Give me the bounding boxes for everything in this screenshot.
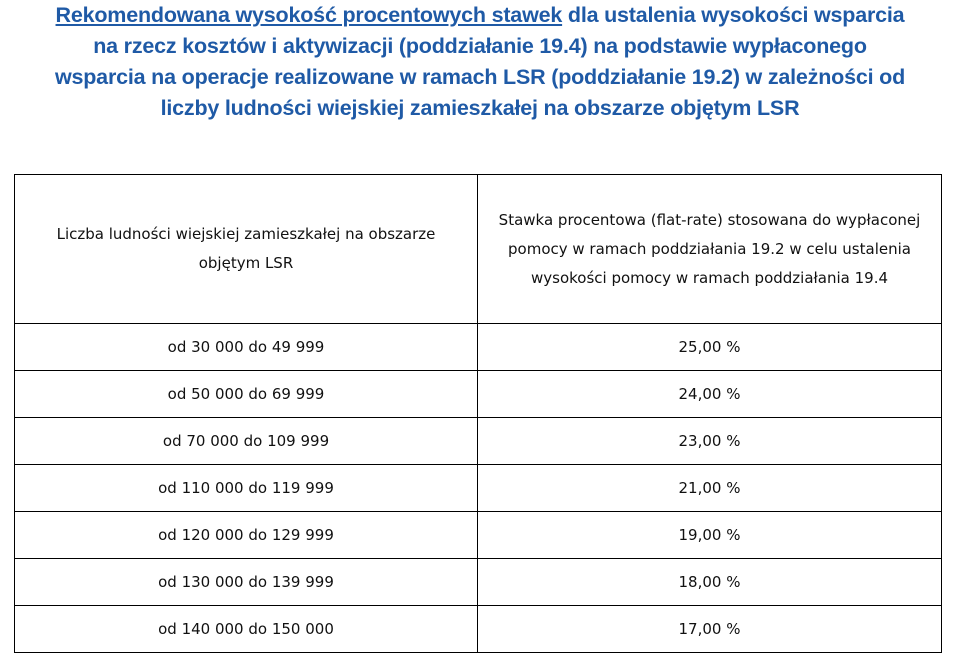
cell-rate: 17,00 %: [478, 606, 942, 653]
cell-population: od 30 000 do 49 999: [15, 324, 478, 371]
header-rate: Stawka procentowa (flat-rate) stosowana do wypłaconej pomocy w ramach poddziałania 19.2 w celu ustalenia wysokości pomocy w ramach poddziałania 19.4: [478, 175, 942, 324]
table-row: [15, 606, 942, 653]
rates-table: [14, 174, 942, 653]
table-header-row: [15, 175, 942, 324]
cell-rate: 19,00 %: [478, 512, 942, 559]
cell-population: od 140 000 do 150 000: [15, 606, 478, 653]
table-row: [15, 371, 942, 418]
cell-population: od 70 000 do 109 999: [15, 418, 478, 465]
cell-rate: 23,00 %: [478, 418, 942, 465]
table-row: [15, 512, 942, 559]
cell-rate: 25,00 %: [478, 324, 942, 371]
cell-population: od 110 000 do 119 999: [15, 465, 478, 512]
cell-population: od 120 000 do 129 999: [15, 512, 478, 559]
table-row: [15, 418, 942, 465]
cell-population: od 130 000 do 139 999: [15, 559, 478, 606]
title-link[interactable]: Rekomendowana wysokość procentowych stawek: [55, 3, 563, 27]
header-population: Liczba ludności wiejskiej zamieszkałej na obszarze objętym LSR: [15, 175, 478, 324]
title-line-1-rest: dla ustalenia wysokości wsparcia: [562, 3, 905, 27]
page-title: [0, 0, 960, 124]
title-line-2: na rzecz kosztów i aktywizacji (poddziałanie 19.4) na podstawie wypłaconego: [93, 34, 867, 58]
table-row: [15, 324, 942, 371]
cell-rate: 18,00 %: [478, 559, 942, 606]
title-line-1: [0, 0, 960, 31]
cell-rate: 21,00 %: [478, 465, 942, 512]
cell-population: od 50 000 do 69 999: [15, 371, 478, 418]
title-line-4: liczby ludności wiejskiej zamieszkałej na obszarze objętym LSR: [160, 96, 800, 120]
cell-rate: 24,00 %: [478, 371, 942, 418]
table-row: [15, 465, 942, 512]
title-line-3: wsparcia na operacje realizowane w ramach LSR (poddziałanie 19.2) w zależności od: [54, 65, 906, 89]
table-row: [15, 559, 942, 606]
